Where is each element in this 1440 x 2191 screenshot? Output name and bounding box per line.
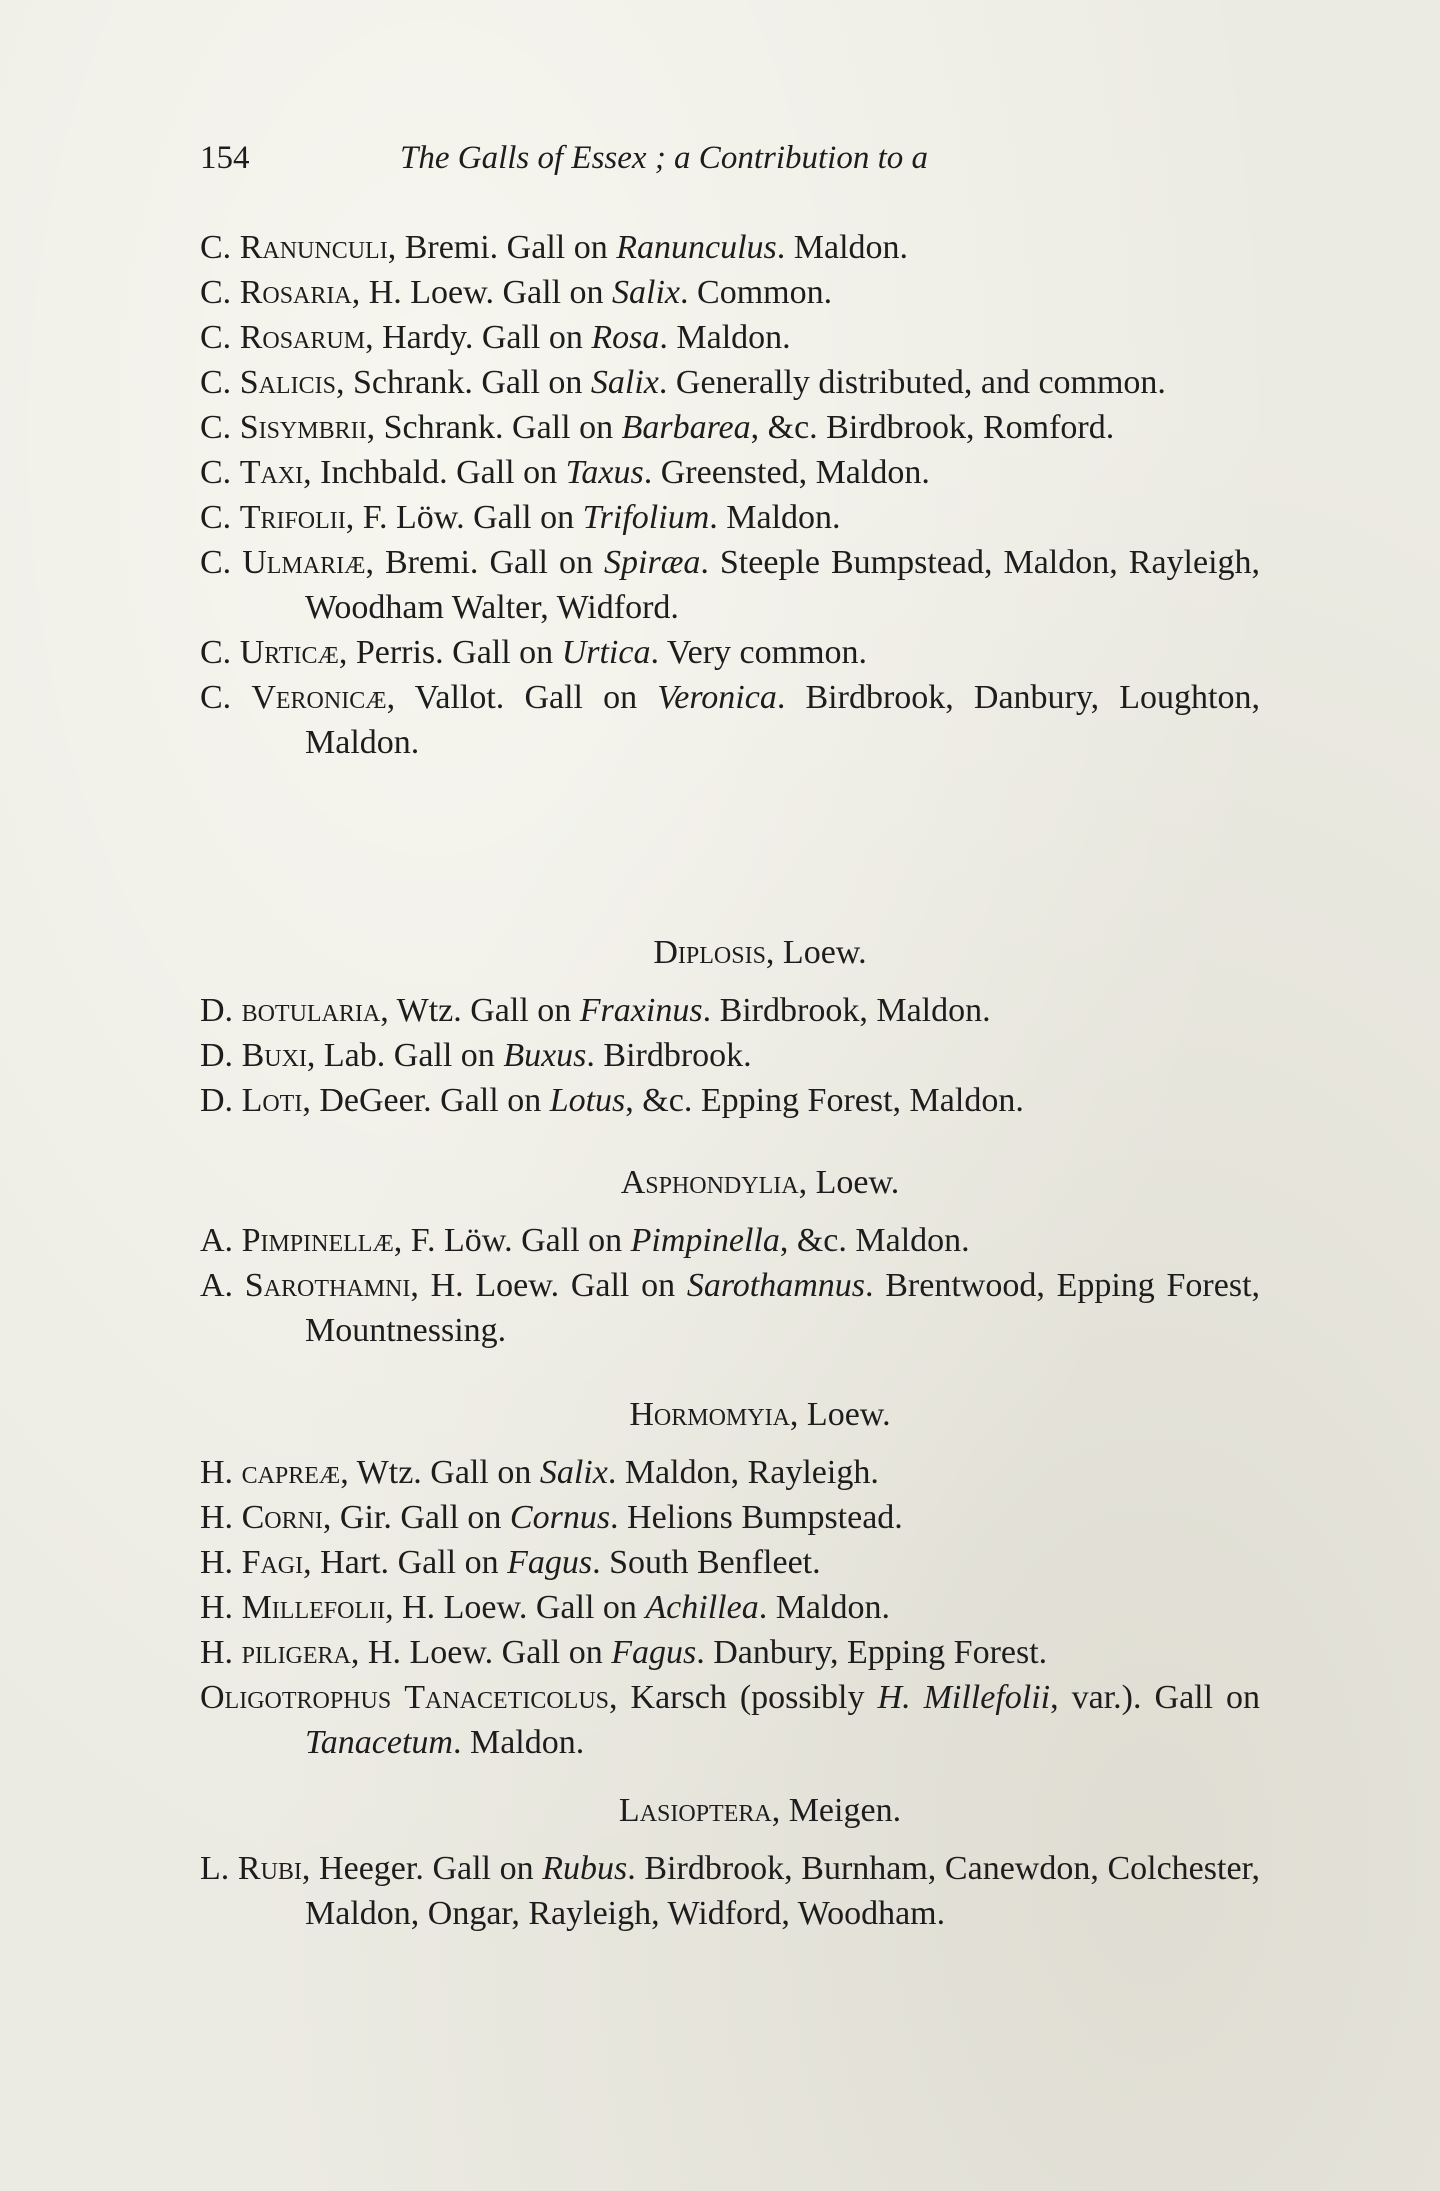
species-entry: C. Rosarum, Hardy. Gall on Rosa. Maldon.	[200, 319, 791, 356]
species-entry: D. Buxi, Lab. Gall on Buxus. Birdbrook.	[200, 1037, 752, 1074]
species-entry: D. Loti, DeGeer. Gall on Lotus, &c. Epping Forest, Maldon.	[200, 1082, 1024, 1119]
species-entry: H. Fagi, Hart. Gall on Fagus. South Benfleet.	[200, 1544, 821, 1581]
genus-heading-diplosis: Diplosis, Loew.	[653, 934, 867, 971]
species-entry: A. Sarothamni, H. Loew. Gall on Sarothamnus. Brentwood, Epping Forest, Mountnessing.	[200, 1267, 1261, 1349]
species-entry: D. botularia, Wtz. Gall on Fraxinus. Birdbrook, Maldon.	[200, 992, 991, 1029]
species-entry: C. Ulmariæ, Bremi. Gall on Spiræa. Steeple Bumpstead, Maldon, Rayleigh, Woodham Walter, Widford.	[200, 544, 1261, 626]
genus-heading-lasioptera: Lasioptera, Meigen.	[618, 1792, 902, 1829]
species-entry-oligotrophus: Oligotrophus Tanaceticolus, Karsch (possibly H. Millefolii, var.). Gall on Tanacetum. Maldon.	[200, 1679, 1261, 1761]
species-entry: L. Rubi, Heeger. Gall on Rubus. Birdbrook, Burnham, Canewdon, Colchester, Maldon, Ongar, Rayleigh, Widford, Woodham.	[200, 1850, 1260, 1932]
species-entry: C. Sisymbrii, Schrank. Gall on Barbarea, &c. Birdbrook, Romford.	[200, 409, 1115, 446]
species-entry: C. Taxi, Inchbald. Gall on Taxus. Greensted, Maldon.	[200, 454, 930, 491]
species-entry: C. Trifolii, F. Löw. Gall on Trifolium. Maldon.	[200, 499, 841, 536]
species-entry: C. Ranunculi, Bremi. Gall on Ranunculus. Maldon.	[200, 229, 909, 266]
lasioptera-entries	[200, 1846, 1260, 1936]
species-entry: H. capreæ, Wtz. Gall on Salix. Maldon, Rayleigh.	[200, 1454, 879, 1491]
species-entry: H. Corni, Gir. Gall on Cornus. Helions Bumpstead.	[200, 1499, 903, 1536]
species-entry: H. Millefolii, H. Loew. Gall on Achillea. Maldon.	[200, 1589, 890, 1626]
running-title: The Galls of Essex ; a Contribution to a	[400, 140, 928, 176]
species-entry: C. Rosaria, H. Loew. Gall on Salix. Common.	[200, 274, 833, 311]
cecidomyia-entries	[200, 225, 1260, 765]
page-number: 154	[200, 140, 250, 176]
species-entry: C. Veronicæ, Vallot. Gall on Veronica. Birdbrook, Danbury, Loughton, Maldon.	[200, 679, 1260, 761]
hormomyia-entries	[200, 1450, 1260, 1765]
genus-heading-hormomyia: Hormomyia, Loew.	[629, 1396, 891, 1433]
asphondylia-entries	[200, 1218, 1260, 1353]
species-entry: A. Pimpinellæ, F. Löw. Gall on Pimpinella, &c. Maldon.	[200, 1222, 970, 1259]
diplosis-entries	[200, 988, 1260, 1123]
species-entry: C. Urticæ, Perris. Gall on Urtica. Very common.	[200, 634, 868, 671]
genus-heading-asphondylia: Asphondylia, Loew.	[620, 1164, 900, 1201]
species-entry: H. piligera, H. Loew. Gall on Fagus. Danbury, Epping Forest.	[200, 1634, 1048, 1671]
species-entry: C. Salicis, Schrank. Gall on Salix. Generally distributed, and common.	[200, 364, 1166, 401]
running-head	[200, 138, 1260, 178]
